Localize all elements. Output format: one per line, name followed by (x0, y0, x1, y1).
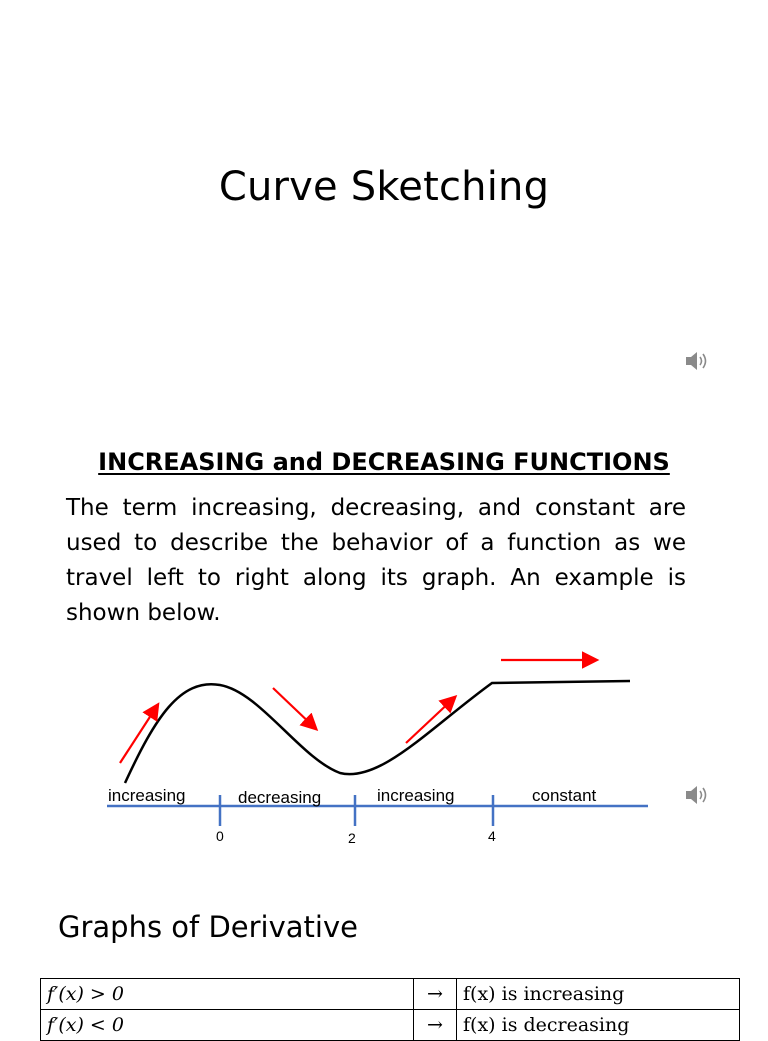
arrow-up-2 (406, 698, 454, 743)
interval-label: decreasing (238, 788, 322, 807)
tick-label: 2 (348, 830, 356, 846)
table-row (41, 1010, 740, 1041)
section-heading: INCREASING and DECREASING FUNCTIONS (98, 448, 670, 476)
speaker-icon[interactable] (684, 782, 710, 808)
derivative-table (40, 978, 740, 1041)
derivative-heading: Graphs of Derivative (58, 910, 358, 944)
speaker-icon[interactable] (684, 348, 710, 374)
slide-title: Curve Sketching (218, 164, 550, 210)
arrow-down (273, 688, 315, 728)
result-cell: f(x) is increasing (457, 979, 740, 1010)
function-curve (125, 681, 630, 783)
condition-cell: f′(x) < 0 (41, 1010, 414, 1041)
arrow-cell: → (414, 979, 457, 1010)
tick-label: 0 (216, 828, 224, 844)
section-body-text: The term increasing, decreasing, and constant are used to describe the behavior of a function as we travel left to right along its graph. An example is shown below. (66, 495, 686, 626)
interval-label: constant (532, 786, 597, 805)
table-row (41, 979, 740, 1010)
arrow-cell: → (414, 1010, 457, 1041)
function-graph (100, 648, 660, 848)
condition-cell: f′(x) > 0 (41, 979, 414, 1010)
tick-label: 4 (488, 828, 496, 844)
interval-label: increasing (377, 786, 455, 805)
increasing-decreasing-figure (100, 648, 660, 848)
interval-label: increasing (108, 786, 186, 805)
result-cell: f(x) is decreasing (457, 1010, 740, 1041)
